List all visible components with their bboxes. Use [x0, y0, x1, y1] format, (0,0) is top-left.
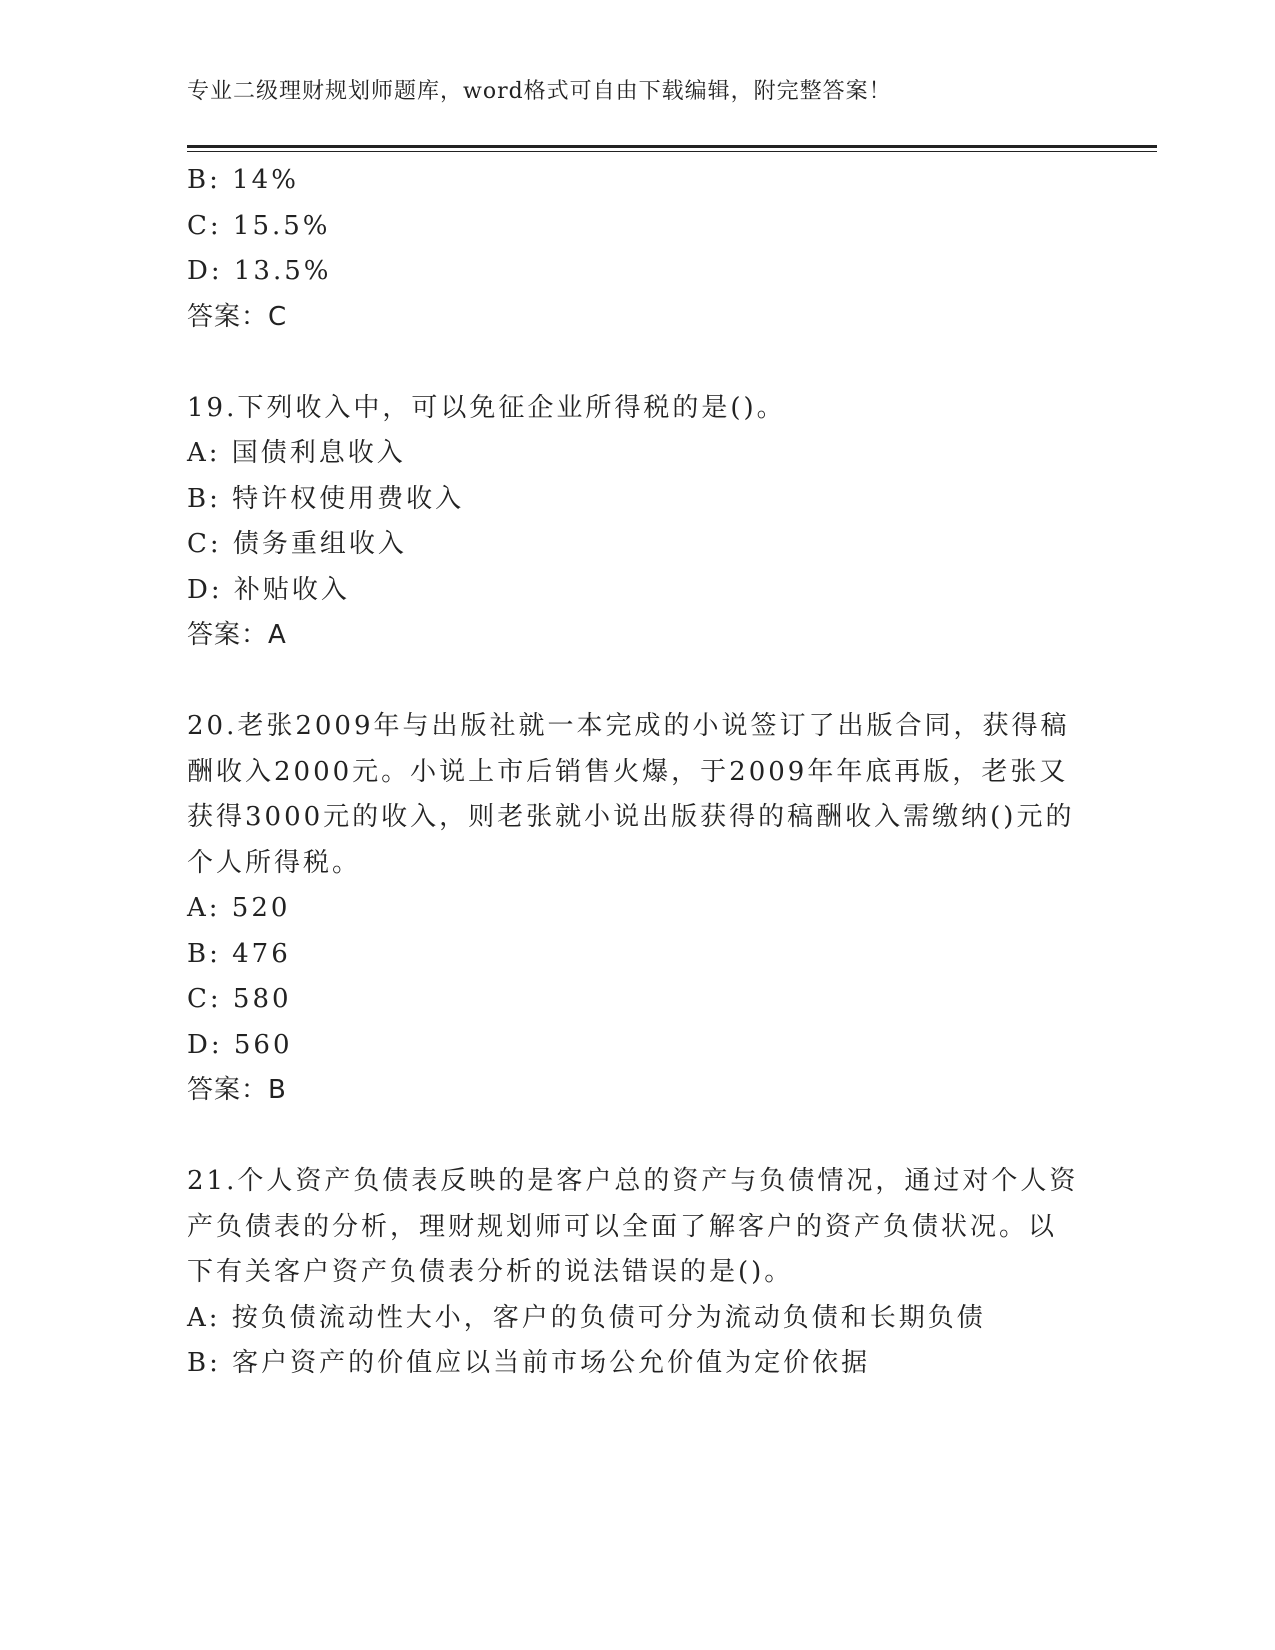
header-rule-thick [187, 145, 1157, 148]
question-stem-line: 20.老张2009年与出版社就一本完成的小说签订了出版合同，获得稿 [187, 711, 1070, 741]
spacer [187, 340, 1087, 386]
option-b: B: 476 [187, 938, 291, 969]
spacer [187, 659, 1087, 705]
option-d: D: 13.5% [187, 256, 332, 286]
option-a: A: 520 [187, 893, 291, 923]
answer: 答案：B [187, 1075, 287, 1105]
option-a: A: 按负债流动性大小，客户的负债可分为流动负债和长期负债 [187, 1302, 986, 1333]
question-stem-line: 21.个人资产负债表反映的是客户总的资产与负债情况，通过对个人资 [187, 1166, 1079, 1196]
option-b: B: 特许权使用费收入 [187, 483, 465, 514]
question-stem-line: 下有关客户资产负债表分析的说法错误的是()。 [187, 1257, 794, 1287]
question-19 [187, 386, 1087, 659]
question-20 [187, 704, 1087, 1114]
question-stem: 19.下列收入中，可以免征企业所得税的是()。 [187, 392, 786, 423]
header-rule-thin [187, 151, 1157, 152]
option-b: B: 客户资产的价值应以当前市场公允价值为定价依据 [187, 1348, 871, 1378]
spacer [187, 1114, 1087, 1160]
option-d: D: 560 [187, 1029, 293, 1060]
prev-question [187, 158, 1087, 340]
question-stem-line: 个人所得税。 [187, 847, 362, 878]
question-stem-line: 获得3000元的收入，则老张就小说出版获得的稿酬收入需缴纳()元的 [187, 802, 1075, 832]
page-header: 专业二级理财规划师题库，word格式可自由下载编辑，附完整答案！ [187, 79, 892, 104]
option-c: C: 15.5% [187, 210, 331, 241]
question-21 [187, 1159, 1087, 1387]
question-content [187, 158, 1087, 1387]
option-a: A: 国债利息收入 [187, 438, 406, 468]
question-stem-line: 酬收入2000元。小说上市后销售火爆，于2009年年底再版，老张又 [187, 756, 1069, 787]
answer: 答案：A [187, 620, 287, 650]
option-c: C: 580 [187, 984, 292, 1014]
answer: 答案：C [187, 301, 288, 332]
question-stem-line: 产负债表的分析，理财规划师可以全面了解客户的资产负债状况。以 [187, 1211, 1058, 1242]
option-c: C: 债务重组收入 [187, 529, 407, 559]
option-d: D: 补贴收入 [187, 574, 350, 605]
option-b: B: 14% [187, 165, 299, 195]
